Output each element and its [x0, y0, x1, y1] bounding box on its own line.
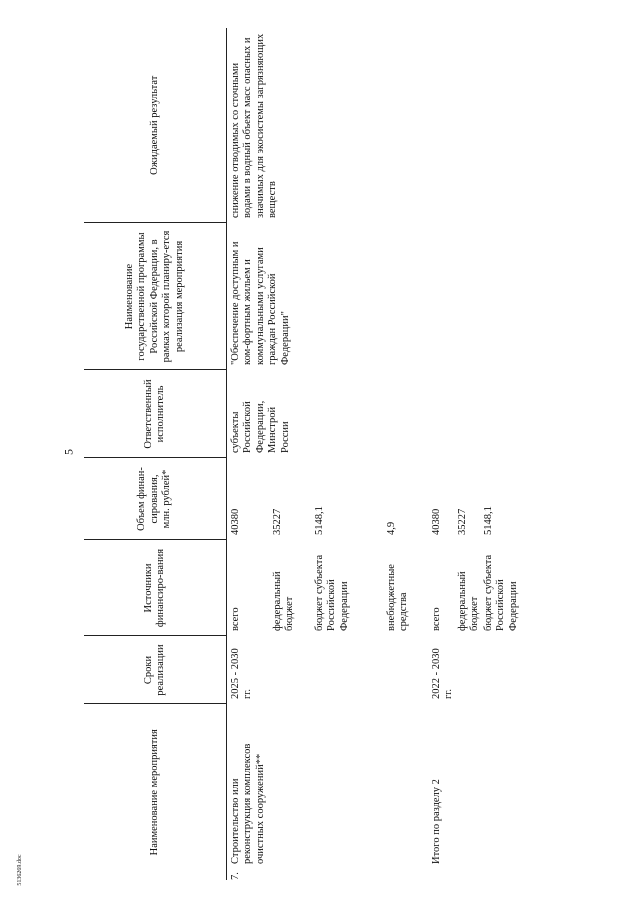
funding-values-cell — [227, 458, 432, 540]
measures-table — [84, 28, 558, 880]
header-state-program: Наименование государственной программы Российской Федерации, в рамках которой планиру-ется реализация мероприятия — [84, 223, 227, 370]
value-extrabudgetary: 4,9 — [386, 521, 397, 535]
header-expected-result: Ожидаемый результат — [84, 28, 227, 223]
rotated-page-content — [84, 28, 614, 880]
total-name-cell — [431, 704, 558, 880]
source-regional-budget: бюджет субъекта Российской Федерации — [314, 554, 350, 631]
document-footer: 5136269.doc — [17, 854, 23, 886]
source-total: всего — [230, 607, 241, 631]
total-program-cell — [431, 223, 558, 370]
table-header-row — [84, 28, 227, 880]
row-number: 7. — [230, 872, 241, 880]
source-extrabudgetary: внебюджетные средства — [386, 564, 410, 631]
state-program-cell: "Обеспечение доступным и ком-фортным жильем и коммунальными услугами граждан Российской Федерации" — [230, 241, 291, 365]
total-source-federal: федеральный бюджет — [457, 571, 481, 631]
period-cell: 2025 - 2030 гг. — [230, 648, 254, 699]
table-row-total — [431, 28, 558, 880]
value-federal-budget: 35227 — [272, 508, 283, 535]
total-value-regional: 5148,1 — [483, 506, 494, 535]
total-executor-cell — [431, 370, 558, 458]
source-federal-budget: федеральный бюджет — [272, 571, 296, 631]
table-row — [227, 28, 432, 880]
value-regional-budget: 5148,1 — [314, 506, 325, 535]
total-value-federal: 35227 — [457, 508, 468, 535]
header-funding-volume: Объем финан-сирования, млн. рублей* — [84, 458, 227, 540]
total-result-cell — [431, 28, 558, 223]
total-value-total: 40380 — [431, 508, 442, 535]
page-number: 5 — [61, 449, 76, 455]
total-source-total: всего — [431, 607, 442, 631]
measure-name-cell — [227, 704, 432, 880]
measure-name: Строительство или реконструкция комплексов очистных сооружений** — [230, 743, 266, 864]
total-source-regional: бюджет субъекта Российской Федерации — [483, 554, 519, 631]
header-funding-sources: Источники финансиро-вания — [84, 540, 227, 636]
header-executor: Ответственный исполнитель — [84, 370, 227, 458]
total-period-cell: 2022 - 2030 гг. — [431, 648, 455, 699]
total-values-cell — [431, 458, 558, 540]
total-sources-cell — [431, 540, 558, 636]
header-period: Сроки реализации — [84, 636, 227, 704]
header-measure-name: Наименование мероприятия — [84, 704, 227, 880]
value-total: 40380 — [230, 508, 241, 535]
total-name: Итого по разделу 2 — [431, 779, 442, 864]
expected-result-cell: снижение отводимых со сточными водами в водный объект масс опасных и значимых для экосистемы загрязняющих веществ — [230, 33, 279, 218]
executor-cell: субъекты Российской Федерации, Минстрой России — [230, 400, 291, 453]
funding-sources-cell — [227, 540, 432, 636]
